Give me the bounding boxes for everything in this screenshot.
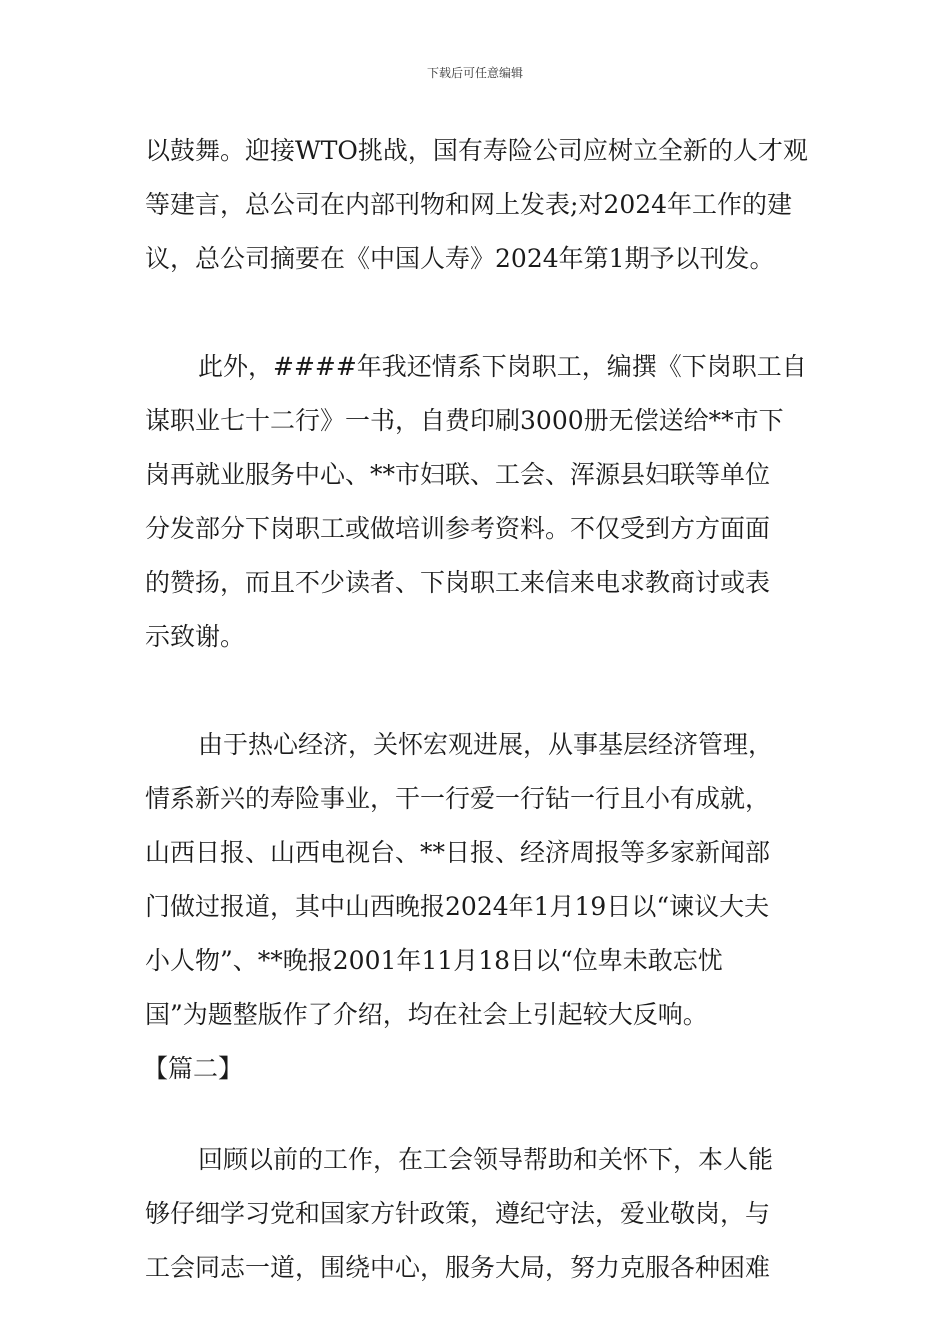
paragraph-line: 由于热心经济，关怀宏观进展，从事基层经济管理， (198, 730, 774, 759)
paragraph-line: 小人物”、**晚报2001年11月18日以“位卑未敢忘忧 (145, 946, 723, 975)
paragraph-4 (145, 1133, 807, 1295)
paragraph-line: 岗再就业服务中心、**市妇联、工会、浑源县妇联等单位 (145, 460, 771, 489)
paragraph-line: 此外，####年我还情系下岗职工，编撰《下岗职工自 (198, 352, 807, 381)
paragraph-line: 情系新兴的寿险事业，干一行爱一行钻一行且小有成就， (145, 784, 771, 813)
paragraph-line: 的赞扬，而且不少读者、下岗职工来信来电求教商讨或表 (145, 568, 771, 597)
paragraph-line: 国”为题整版作了介绍，均在社会上引起较大反响。 (145, 1000, 708, 1029)
paragraph-2 (145, 340, 807, 664)
paragraph-line: 回顾以前的工作，在工会领导帮助和关怀下，本人能 (198, 1145, 774, 1174)
paragraph-1 (145, 124, 807, 286)
paragraph-line: 分发部分下岗职工或做培训参考资料。不仅受到方方面面 (145, 514, 771, 543)
paragraph-line: 等建言，总公司在内部刊物和网上发表;对2024年工作的建 (145, 190, 793, 219)
paragraph-line: 示致谢。 (145, 622, 246, 651)
paragraph-line: 以鼓舞。迎接WTO挑战，国有寿险公司应树立全新的人才观 (145, 136, 808, 165)
paragraph-line: 山西日报、山西电视台、**日报、经济周报等多家新闻部 (145, 838, 771, 867)
paragraph-line: 议，总公司摘要在《中国人寿》2024年第1期予以刊发。 (145, 244, 775, 273)
paragraph-line: 够仔细学习党和国家方针政策，遵纪守法，爱业敬岗，与 (145, 1199, 771, 1228)
page-header: 下载后可任意编辑 (426, 66, 523, 80)
paragraph-line: 门做过报道，其中山西晚报2024年1月19日以“谏议大夫 (145, 892, 770, 921)
document-body (145, 124, 807, 1295)
section-heading: 【篇二】 (143, 1054, 244, 1083)
paragraph-line: 谋职业七十二行》一书，自费印刷3000册无偿送给**市下 (145, 406, 784, 435)
paragraph-line: 工会同志一道，围绕中心，服务大局，努力克服各种困难 (145, 1253, 771, 1282)
paragraph-3 (145, 718, 807, 1042)
